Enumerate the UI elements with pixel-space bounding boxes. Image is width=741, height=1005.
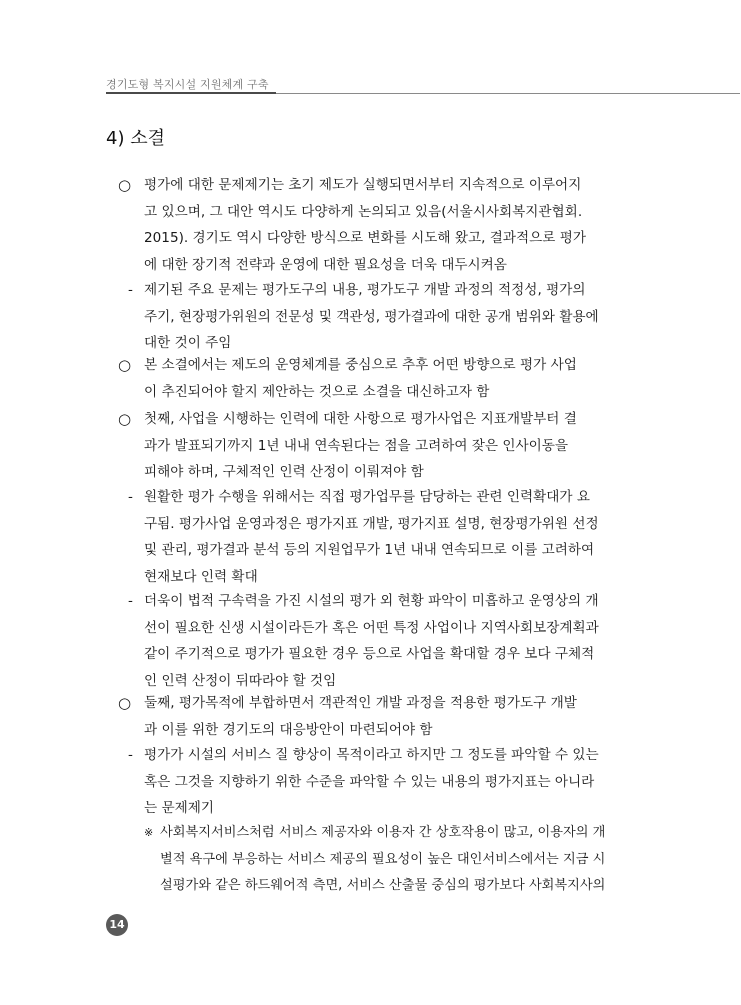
text-line: 사회복지서비스처럼 서비스 제공자와 이용자 간 상호작용이 많고, 이용자의 개 xyxy=(160,825,606,840)
text-line: 대한 것이 주임 xyxy=(144,335,232,351)
dash-bullet: - xyxy=(128,282,133,298)
dash-paragraph xyxy=(128,742,738,822)
section-heading: 4) 소결 xyxy=(106,128,165,149)
circle-bullet-icon: ○ xyxy=(118,410,132,428)
text-line: 고 있으며, 그 대안 역시도 다양하게 논의되고 있음(서울시사회복지관협회. xyxy=(144,203,583,220)
text-line: 혹은 그것을 지향하기 위한 수준을 파악할 수 있는 내용의 평가지표는 아니라 xyxy=(144,773,595,790)
text-line: 설평가와 같은 하드웨어적 측면, 서비스 산출물 중심의 평가보다 사회복지사의 xyxy=(160,878,606,893)
text-line: 첫째, 사업을 시행하는 인력에 대한 사항으로 평가사업은 지표개발부터 결 xyxy=(144,411,577,427)
dash-bullet: - xyxy=(128,747,133,763)
dash-bullet: - xyxy=(128,489,133,505)
text-line: 에 대한 장기적 전략과 운영에 대한 필요성을 더욱 대두시켜옴 xyxy=(144,256,507,273)
page-number-badge: 14 xyxy=(106,914,128,936)
text-line: 구됨. 평가사업 운영과정은 평가지표 개발, 평가지표 설명, 현장평가위원 선정 xyxy=(144,515,599,532)
text-line: 피해야 하며, 구체적인 인력 산정이 이뤄져야 함 xyxy=(144,464,424,480)
text-line: 원활한 평가 수행을 위해서는 직접 평가업무를 담당하는 관련 인력확대가 요 xyxy=(144,489,590,505)
text-line: 현재보다 인력 확대 xyxy=(144,568,258,585)
text-line: 같이 주기적으로 평가가 필요한 경우 등으로 사업을 확대할 경우 보다 구체적 xyxy=(144,646,595,662)
text-line: 평가가 시설의 서비스 질 향상이 목적이라고 하지만 그 정도를 파악할 수 있는 xyxy=(144,747,599,763)
reference-mark-icon: ※ xyxy=(144,826,154,839)
running-header: 경기도형 복지시설 지원체계 구축 xyxy=(106,78,269,91)
text-line: 별적 욕구에 부응하는 서비스 제공의 필요성이 높은 대인서비스에서는 지금 시 xyxy=(160,851,606,867)
text-line: 과 이를 위한 경기도의 대응방안이 마련되어야 함 xyxy=(144,721,433,738)
bullet-paragraph xyxy=(118,690,738,744)
dash-paragraph xyxy=(128,277,738,357)
text-line: 더욱이 법적 구속력을 가진 시설의 평가 외 현황 파악이 미흡하고 운영상의 개 xyxy=(144,593,599,609)
text-line: 및 관리, 평가결과 분석 등의 지원업무가 1년 내내 연속되므로 이를 고려하여 xyxy=(144,542,595,558)
circle-bullet-icon: ○ xyxy=(118,356,132,374)
text-line: 제기된 주요 문제는 평가도구의 내용, 평가도구 개발 과정의 적정성, 평가의 xyxy=(144,282,586,298)
text-line: 인 인력 산정이 뒤따라야 할 것임 xyxy=(144,672,337,689)
text-line: 과가 발표되기까지 1년 내내 연속된다는 점을 고려하여 잦은 인사이동을 xyxy=(144,437,569,454)
circle-bullet-icon: ○ xyxy=(118,694,132,712)
circle-bullet-icon: ○ xyxy=(118,176,132,194)
dash-paragraph xyxy=(128,588,738,694)
text-line: 본 소결에서는 제도의 운영체계를 중심으로 추후 어떤 방향으로 평가 사업 xyxy=(144,357,577,373)
bullet-paragraph xyxy=(118,172,738,278)
text-line: 평가에 대한 문제제기는 초기 제도가 실행되면서부터 지속적으로 이루어지 xyxy=(144,177,582,193)
text-line: 둘째, 평가목적에 부합하면서 객관적인 개발 과정을 적용한 평가도구 개발 xyxy=(144,695,577,711)
note-paragraph xyxy=(144,820,738,900)
bullet-paragraph xyxy=(118,352,738,406)
text-line: 선이 필요한 신생 시설이라든가 혹은 어떤 특정 사업이나 지역사회보장계획과 xyxy=(144,619,599,636)
bullet-paragraph xyxy=(118,406,738,486)
text-line: 는 문제제기 xyxy=(144,800,214,816)
text-line: 2015). 경기도 역시 다양한 방식으로 변화를 시도해 왔고, 결과적으로 평가 xyxy=(144,230,586,246)
text-line: 이 추진되어야 할지 제안하는 것으로 소결을 대신하고자 함 xyxy=(144,383,490,400)
dash-paragraph xyxy=(128,484,738,590)
text-line: 주기, 현장평가위원의 전문성 및 객관성, 평가결과에 대한 공개 범위와 활용에 xyxy=(144,308,599,325)
dash-bullet: - xyxy=(128,593,133,609)
